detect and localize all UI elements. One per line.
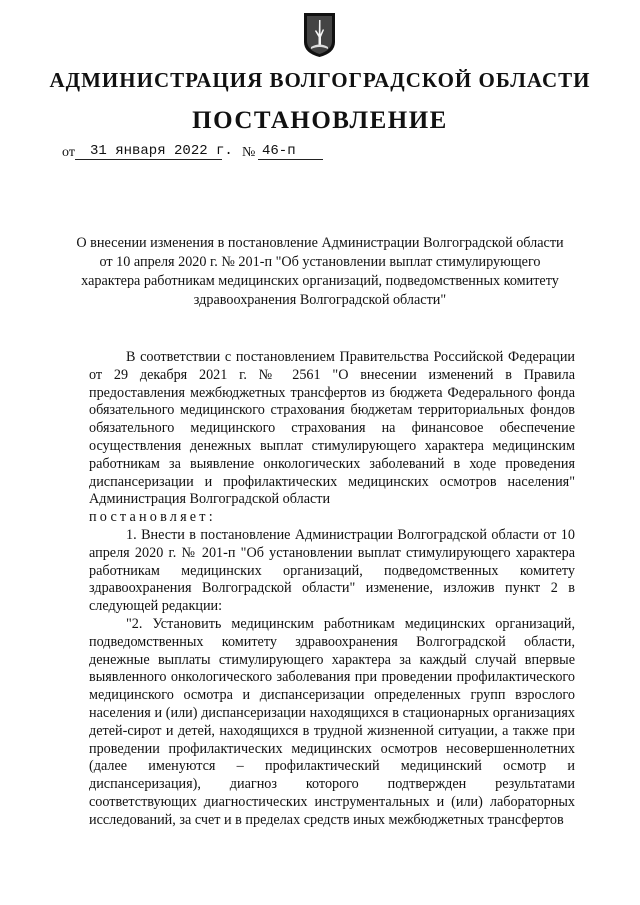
document-title: О внесении изменения в постановление Администрации Волгоградской области от 10 апреля 2020 г. № 201-п "Об установлении выплат стимулирующего характера работникам медицинских организаций, подведомственных комитету здравоохранения Волгоградской области" <box>76 235 564 308</box>
number-underline <box>258 159 323 160</box>
coat-of-arms-emblem-icon <box>303 12 336 58</box>
item-1-paragraph: 1. Внести в постановление Администрации Волгоградской области от 10 апреля 2020 г. № 201-п "Об установлении выплат стимулирующего характера работникам медицинских организаций, подведомственных комитету здравоохранения Волгоградской области" изменение, изложив пункт 2 в следующей редакции: <box>89 526 575 615</box>
date-underline <box>75 159 222 160</box>
preamble-paragraph: В соответствии с постановлением Правительства Российской Федерации от 29 декабря 2021 г. № 2561 "О внесении изменений в Правила предоставления межбюджетных трансфертов из бюджета Федерального фонда обязательного медицинского страхования бюджетам территориальных фондов обязательного медицинского страхования на финансовое обеспечение осуществления денежных выплат стимулирующего характера медицинским работникам за выявление онкологических заболеваний в ходе проведения диспансеризации и профилактических медицинских осмотров населения" Администрация Волгоградской области <box>89 349 575 508</box>
organization-name: АДМИНИСТРАЦИЯ ВОЛГОГРАДСКОЙ ОБЛАСТИ <box>49 68 591 92</box>
document-body <box>89 349 575 830</box>
document-date: 31 января 2022 г. <box>90 143 233 159</box>
resolves-word: постановляет: <box>89 509 216 526</box>
item-2-paragraph: "2. Установить медицинским работникам медицинских организаций, подведомственных комитету здравоохранения Волгоградской области, денежные выплаты стимулирующего характера за каждый случай впервые выявленного онкологического заболевания при проведении профилактического медицинского осмотра и диспансеризации определенных групп взрослого населения и (или) диспансеризации находящихся в стационарных организациях детей-сирот и детей, находящихся в трудной жизненной ситуации, а также при проведении профилактических медицинских осмотров несовершеннолетних (далее именуются – профилактический медицинский осмотр и диспансеризация), диагноз которого подтвержден результатами соответствующих диагностических инструментальных и (или) лабораторных исследований, за счет и в пределах средств иных межбюджетных трансфертов <box>89 615 575 828</box>
date-prefix: от <box>62 145 75 160</box>
document-number: 46-п <box>262 143 296 159</box>
document-type-heading: ПОСТАНОВЛЕНИЕ <box>192 107 448 134</box>
number-sign: № <box>242 145 256 160</box>
